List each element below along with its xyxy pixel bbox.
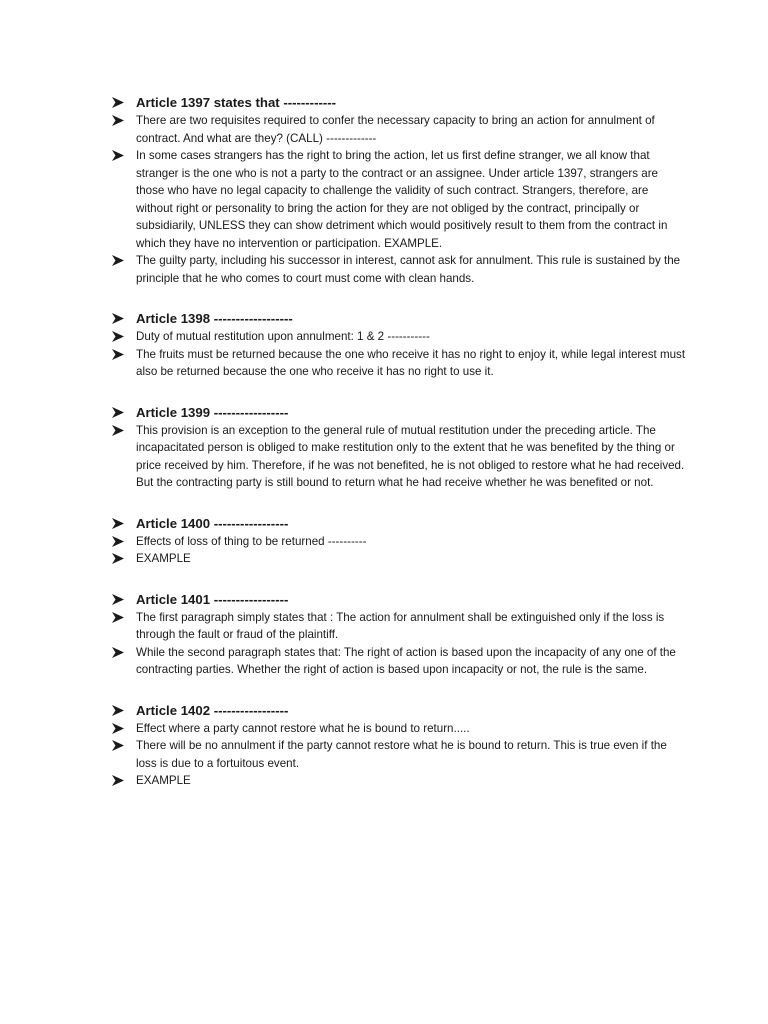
article-1400-section [112, 514, 687, 568]
article-1399-section [112, 403, 687, 492]
section-heading [112, 514, 687, 533]
list-item [112, 147, 687, 252]
arrowhead-bullet-icon [112, 115, 124, 126]
article-1397-section [112, 93, 687, 287]
list-item [112, 609, 687, 644]
list-item [112, 533, 687, 551]
item-text: Effect where a party cannot restore what he is bound to return..... [136, 721, 470, 735]
article-1398-section [112, 309, 687, 381]
heading-text: Article 1401 ----------------- [136, 591, 289, 607]
arrowhead-bullet-icon [112, 255, 124, 266]
arrowhead-bullet-icon [112, 553, 124, 564]
item-text: Duty of mutual restitution upon annulment: 1 & 2 ----------- [136, 330, 430, 343]
list-item [112, 720, 687, 738]
list-item [112, 328, 687, 346]
heading-text: Article 1400 ----------------- [136, 515, 289, 531]
item-text: EXAMPLE [136, 774, 191, 787]
arrowhead-bullet-icon [112, 150, 124, 161]
document-page [112, 93, 687, 812]
item-text: There will be no annulment if the party cannot restore what he is bound to return. This is true even if the loss is due to a fortuitous event. [136, 739, 667, 770]
arrowhead-bullet-icon [112, 536, 124, 547]
item-text: This provision is an exception to the general rule of mutual restitution under the preceding article. The incapacitated person is obliged to make restitution only to the extent that he was benefited by the thing or price received by him. Therefore, if he was not benefited, he is not obliged to restore what he had received. But the contracting party is still bound to return what he had receive whether he was benefited or not. [136, 423, 685, 489]
item-text: The guilty party, including his successor in interest, cannot ask for annulment. This rule is sustained by the principle that he who comes to court must come with clean hands. [136, 254, 681, 285]
arrowhead-bullet-icon [112, 425, 124, 436]
heading-text: Article 1398 ------------------ [136, 311, 293, 326]
arrowhead-bullet-icon [112, 349, 124, 360]
arrowhead-bullet-icon [112, 705, 124, 716]
heading-text: Article 1402 ----------------- [136, 702, 289, 718]
item-text: The fruits must be returned because the one who receive it has no right to enjoy it, while legal interest must also be returned because the one who receive it has no right to use it. [136, 347, 686, 378]
arrowhead-bullet-icon [112, 594, 124, 605]
arrowhead-bullet-icon [112, 723, 124, 734]
item-text: There are two requisites required to confer the necessary capacity to bring an action for annulment of contract. And what are they? (CALL) ------------- [136, 114, 655, 145]
section-heading [112, 403, 687, 422]
list-item [112, 252, 687, 287]
list-item [112, 550, 687, 568]
article-1401-section [112, 590, 687, 679]
item-text: Effects of loss of thing to be returned ---------- [136, 534, 367, 548]
list-item [112, 737, 687, 772]
list-item [112, 422, 687, 492]
item-text: EXAMPLE [136, 552, 191, 565]
arrowhead-bullet-icon [112, 518, 124, 529]
arrowhead-bullet-icon [112, 612, 124, 623]
arrowhead-bullet-icon [112, 331, 124, 342]
arrowhead-bullet-icon [112, 97, 124, 108]
section-heading [112, 93, 687, 112]
heading-text: Article 1399 ----------------- [136, 404, 289, 420]
arrowhead-bullet-icon [112, 740, 124, 751]
list-item [112, 644, 687, 679]
list-item [112, 346, 687, 381]
section-heading [112, 309, 687, 328]
heading-text: Article 1397 states that ------------ [136, 95, 337, 110]
item-text: While the second paragraph states that: The right of action is based upon the incapacity of any one of the contracting parties. Whether the right of action is based upon incapacity or not, the rule is the same. [136, 645, 676, 676]
section-heading [112, 701, 687, 720]
article-1402-section [112, 701, 687, 790]
arrowhead-bullet-icon [112, 775, 124, 786]
item-text: The first paragraph simply states that : The action for annulment shall be extinguished only if the loss is through the fault or fraud of the plaintiff. [136, 610, 665, 641]
list-item [112, 772, 687, 790]
list-item [112, 112, 687, 147]
section-heading [112, 590, 687, 609]
item-text: In some cases strangers has the right to bring the action, let us first define stranger, we all know that stranger is the one who is not a party to the contract or an assignee. Under article 1397, strangers are those who have no legal capacity to challenge the validity of such contract. Strangers, therefore, are without right or personality to bring the action for they are not obliged by the contract, principally or subsidiarily, UNLESS they can show detriment which would positively result to them from the contract in which they have no intervention or participation. EXAMPLE. [136, 149, 668, 250]
arrowhead-bullet-icon [112, 407, 124, 418]
arrowhead-bullet-icon [112, 313, 124, 324]
arrowhead-bullet-icon [112, 647, 124, 658]
